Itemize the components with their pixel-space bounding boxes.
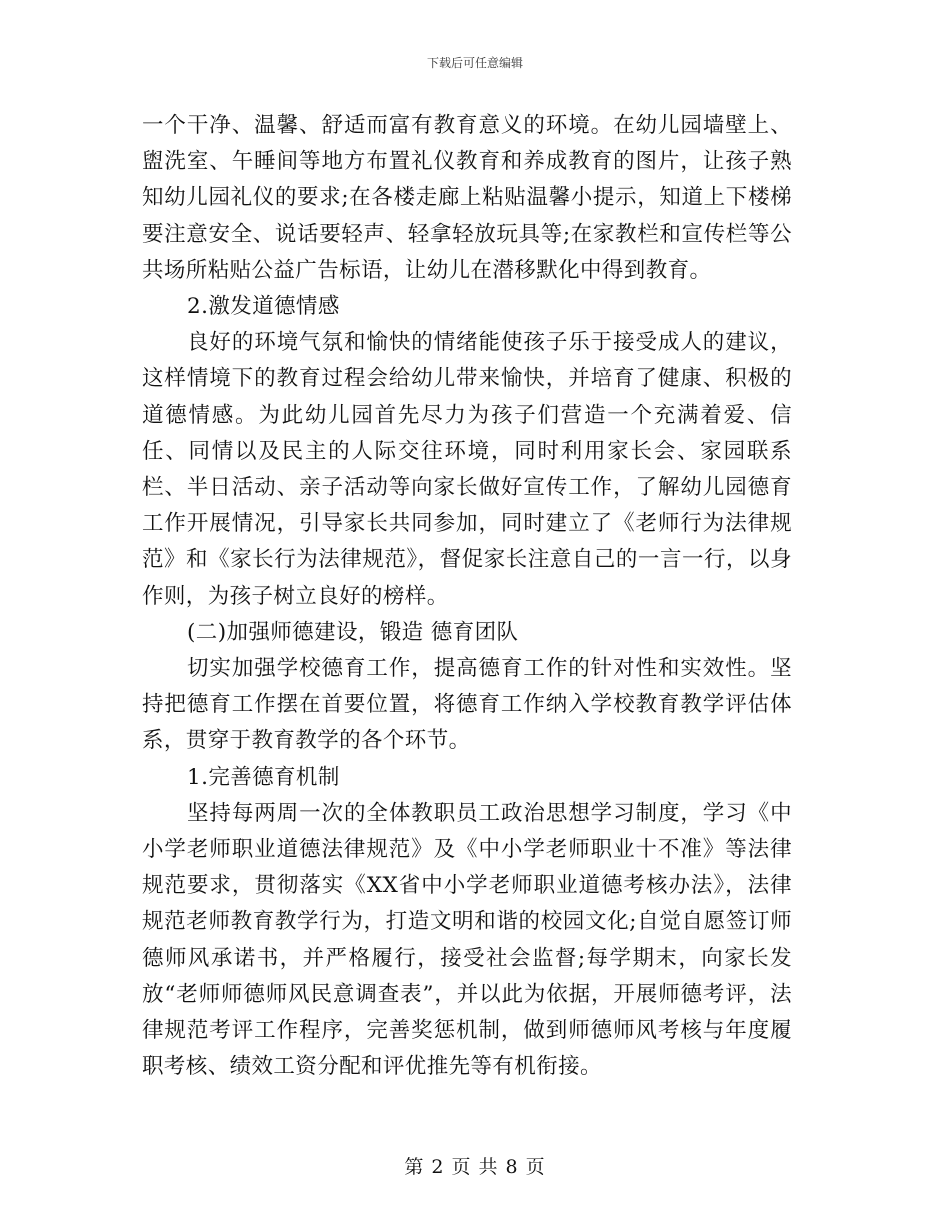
header-note: 下载后可任意编辑 [426,56,523,70]
paragraph: 坚持每两周一次的全体教职员工政治思想学习制度，学习《中小学老师职业道德法律规范》及《中小学老师职业十不准》等法律规范要求，贯彻落实《XX省中小学老师职业道德考核办法》，法律规范老师教育教学行为，打造文明和谐的校园文化;自觉自愿签订师德师风承诺书，并严格履行，接受社会监督;每学期末，向家长发放“老师师德师风民意调查表”，并以此为依据，开展师德考评，法律规范考评工作程序，完善奖惩机制，做到师德师风考核与年度履职考核、绩效工资分配和评优推先等有机衔接。 [142,800,792,1080]
page-number-footer: 第 2 页 共 8 页 [404,1156,546,1178]
section-heading-moral-mechanism: 1.完善德育机制 [187,764,340,790]
paragraph: 切实加强学校德育工作，提高德育工作的针对性和实效性。坚持把德育工作摆在首要位置，将德育工作纳入学校教育教学评估体系，贯穿于教育教学的各个环节。 [142,656,792,754]
paragraph: 良好的环境气氛和愉快的情绪能使孩子乐于接受成人的建议，这样情境下的教育过程会给幼儿带来愉快，并培育了健康、积极的道德情感。为此幼儿园首先尽力为孩子们营造一个充满着爱、信任、同情以及民主的人际交往环境，同时利用家长会、家园联系栏、半日活动、亲子活动等向家长做好宣传工作，了解幼儿园德育工作开展情况，引导家长共同参加，同时建立了《老师行为法律规范》和《家长行为法律规范》，督促家长注意自己的一言一行，以身作则，为孩子树立良好的榜样。 [142,330,792,609]
paragraph-continuation: 一个干净、温馨、舒适而富有教育意义的环境。在幼儿园墙壁上、盥洗室、午睡间等地方布置礼仪教育和养成教育的图片，让孩子熟知幼儿园礼仪的要求;在各楼走廊上粘贴温馨小提示，知道上下楼梯要注意安全、说话要轻声、轻拿轻放玩具等;在家教栏和宣传栏等公共场所粘贴公益广告标语，让幼儿在潜移默化中得到教育。 [142,113,792,283]
section-heading-teacher-ethics: (二)加强师德建设，锻造 德育团队 [187,619,519,645]
document-body [142,108,792,1085]
section-heading-moral-emotion: 2.激发道德情感 [187,294,340,320]
